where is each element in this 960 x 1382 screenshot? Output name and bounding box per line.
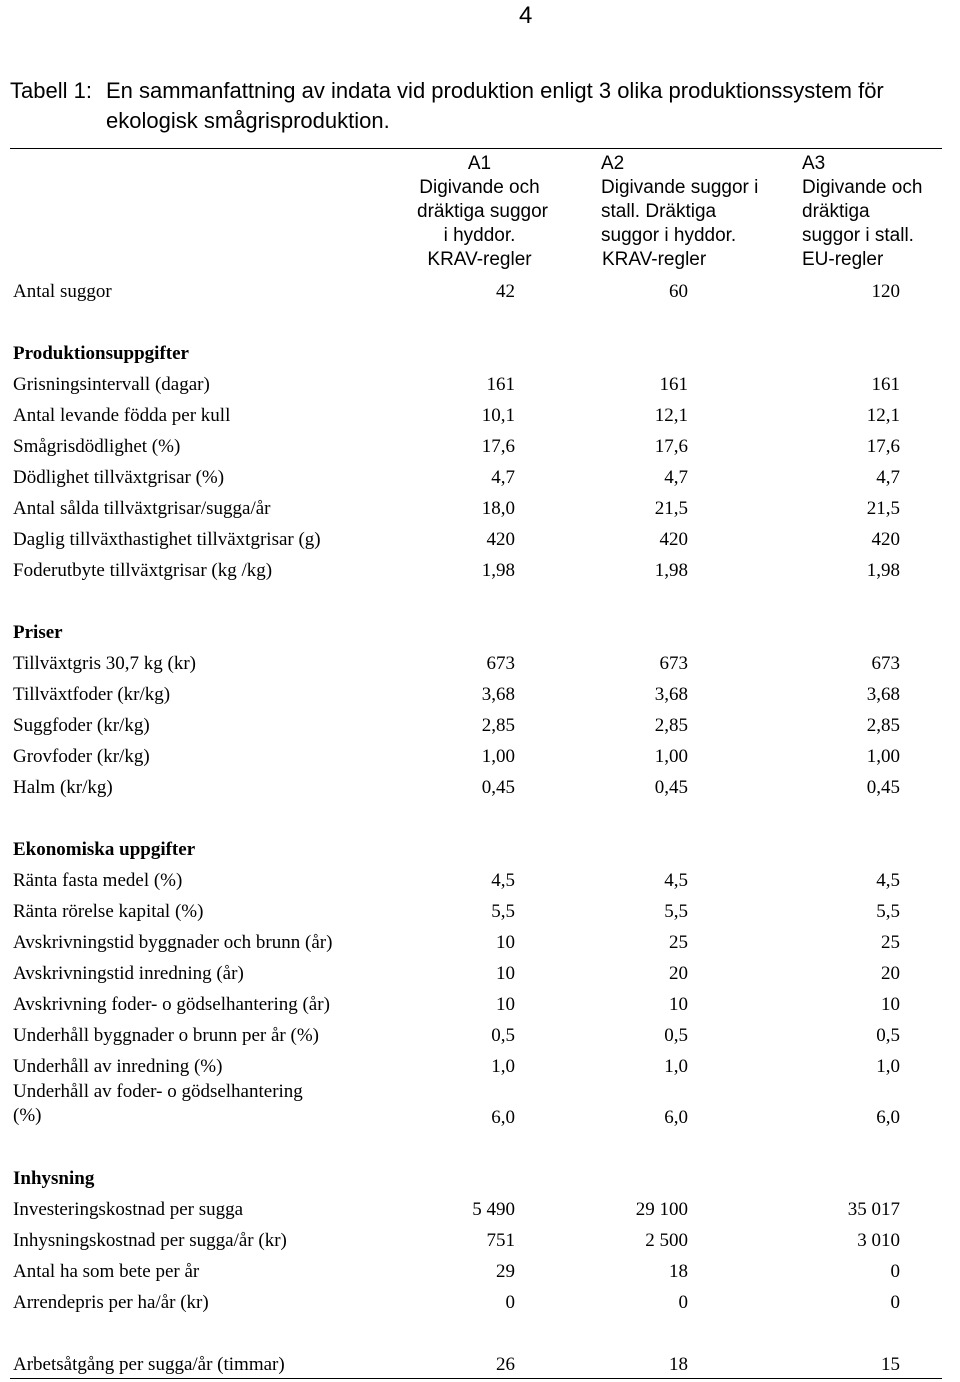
- cell-a2: 25: [669, 932, 688, 953]
- header-line: KRAV-regler: [427, 249, 532, 270]
- header-line: Digivande och: [802, 177, 923, 198]
- section-heading: Produktionsuppgifter: [13, 343, 189, 364]
- column-header-a1: [417, 152, 548, 272]
- row-label: Underhåll byggnader o brunn per år (%): [13, 1025, 319, 1046]
- cell-a1: 17,6: [481, 436, 515, 457]
- header-line: dräktiga: [802, 201, 870, 222]
- cell-a1: 673: [486, 653, 515, 674]
- cell-a2: 2 500: [645, 1230, 688, 1251]
- row-label: Daglig tillväxthastighet tillväxtgrisar (g): [13, 529, 321, 550]
- cell-a2: 29 100: [635, 1199, 688, 1220]
- caption-label: Tabell 1:: [10, 78, 92, 103]
- table-row: [0, 433, 960, 461]
- cell-a2: 21,5: [654, 498, 688, 519]
- cell-a2: 0: [678, 1292, 688, 1313]
- cell-a3: 4,7: [876, 467, 900, 488]
- page-number: 4: [519, 2, 533, 29]
- cell-a3: 25: [881, 932, 900, 953]
- section-heading-row: [0, 619, 960, 647]
- header-line: suggor i stall.: [802, 225, 914, 246]
- cell-a1: 5,5: [491, 901, 515, 922]
- table-row: [0, 960, 960, 988]
- cell-a2: 673: [659, 653, 688, 674]
- table-row: [0, 929, 960, 957]
- row-label: [13, 1080, 303, 1128]
- table-row: [0, 278, 960, 306]
- header-line: Digivande och: [419, 177, 540, 198]
- cell-a2: 10: [669, 994, 688, 1015]
- table-top-rule: [10, 148, 942, 149]
- cell-a1: 1,00: [481, 746, 515, 767]
- cell-a2: 12,1: [654, 405, 688, 426]
- cell-a3: 120: [871, 281, 900, 302]
- row-label: Arbetsåtgång per sugga/år (timmar): [13, 1354, 285, 1375]
- header-line: A2: [601, 153, 625, 174]
- cell-a1: 3,68: [481, 684, 515, 705]
- cell-a3: 21,5: [866, 498, 900, 519]
- table-row: [0, 1053, 960, 1081]
- row-label: Grovfoder (kr/kg): [13, 746, 150, 767]
- cell-a2: 18: [669, 1261, 688, 1282]
- cell-a3: 1,0: [876, 1056, 900, 1077]
- cell-a3: 2,85: [866, 715, 900, 736]
- table-row: [0, 526, 960, 554]
- cell-a1: 1,0: [491, 1056, 515, 1077]
- cell-a3: 1,98: [866, 560, 900, 581]
- table-row: [0, 1227, 960, 1255]
- cell-a1: 2,85: [481, 715, 515, 736]
- row-label: Antal sålda tillväxtgrisar/sugga/år: [13, 498, 271, 519]
- row-label: Foderutbyte tillväxtgrisar (kg /kg): [13, 560, 273, 581]
- cell-a1: 42: [496, 281, 515, 302]
- row-label-line: (%): [13, 1105, 42, 1126]
- cell-a1: 6,0: [491, 1107, 515, 1128]
- cell-a2: 60: [669, 281, 688, 302]
- table-row: [0, 650, 960, 678]
- table-row: [0, 867, 960, 895]
- cell-a2: 4,5: [664, 870, 688, 891]
- row-label: Grisningsintervall (dagar): [13, 374, 210, 395]
- cell-a1: 10,1: [481, 405, 515, 426]
- row-label: Avskrivning foder- o gödselhantering (år): [13, 994, 330, 1015]
- header-line: Digivande suggor i: [601, 177, 759, 198]
- table-row: [0, 1196, 960, 1224]
- caption-text: En sammanfattning av indata vid produktion enligt 3 olika produktionssystem för ekologisk smågrisproduktion.: [106, 78, 884, 133]
- table-row: [0, 1022, 960, 1050]
- cell-a2: 4,7: [664, 467, 688, 488]
- cell-a3: 1,00: [866, 746, 900, 767]
- table-row: [0, 1080, 960, 1128]
- section-heading: Priser: [13, 622, 63, 643]
- row-label: Avskrivningstid byggnader och brunn (år): [13, 932, 333, 953]
- cell-a2: 161: [659, 374, 688, 395]
- row-label: Tillväxtgris 30,7 kg (kr): [13, 653, 196, 674]
- cell-a3: 0,45: [866, 777, 900, 798]
- cell-a3: 12,1: [866, 405, 900, 426]
- row-label: Halm (kr/kg): [13, 777, 113, 798]
- column-header-a2: [601, 152, 758, 272]
- cell-a2: 420: [659, 529, 688, 550]
- cell-a1: 161: [486, 374, 515, 395]
- table-row: [0, 464, 960, 492]
- cell-a3: 0: [890, 1292, 900, 1313]
- table-row: [0, 743, 960, 771]
- header-line: A3: [802, 153, 826, 174]
- cell-a2: 0,5: [664, 1025, 688, 1046]
- column-header-a3: [802, 152, 922, 272]
- section-heading-row: [0, 836, 960, 864]
- row-label: Inhysningskostnad per sugga/år (kr): [13, 1230, 287, 1251]
- cell-a1: 5 490: [472, 1199, 515, 1220]
- cell-a1: 4,5: [491, 870, 515, 891]
- cell-a3: 161: [871, 374, 900, 395]
- section-heading-row: [0, 1165, 960, 1193]
- table-row: [0, 1258, 960, 1286]
- section-heading: Ekonomiska uppgifter: [13, 839, 196, 860]
- cell-a2: 3,68: [654, 684, 688, 705]
- header-line: EU-regler: [802, 249, 884, 270]
- cell-a2: 5,5: [664, 901, 688, 922]
- cell-a3: 5,5: [876, 901, 900, 922]
- row-label: Underhåll av inredning (%): [13, 1056, 223, 1077]
- header-line: A1: [467, 153, 492, 174]
- section-heading-row: [0, 340, 960, 368]
- cell-a1: 29: [496, 1261, 515, 1282]
- cell-a1: 751: [486, 1230, 515, 1251]
- row-label: Smågrisdödlighet (%): [13, 436, 181, 457]
- row-label: Antal ha som bete per år: [13, 1261, 200, 1282]
- cell-a3: 20: [881, 963, 900, 984]
- table-row: [0, 1351, 960, 1379]
- cell-a2: 2,85: [654, 715, 688, 736]
- cell-a1: 420: [486, 529, 515, 550]
- table-row: [0, 712, 960, 740]
- header-line: KRAV-regler: [602, 249, 707, 270]
- cell-a3: 35 017: [847, 1199, 900, 1220]
- header-line: suggor i hyddor.: [601, 225, 737, 246]
- table-row: [0, 402, 960, 430]
- table-bottom-rule: [10, 1378, 942, 1379]
- table-row: [0, 557, 960, 585]
- row-label: Ränta fasta medel (%): [13, 870, 183, 891]
- row-label: Arrendepris per ha/år (kr): [13, 1292, 209, 1313]
- cell-a3: 3,68: [866, 684, 900, 705]
- cell-a1: 4,7: [491, 467, 515, 488]
- cell-a2: 1,0: [664, 1056, 688, 1077]
- row-label-line: Underhåll av foder- o gödselhantering: [13, 1081, 303, 1102]
- row-label: Antal levande födda per kull: [13, 405, 231, 426]
- table-row: [0, 991, 960, 1019]
- cell-a3: 0: [890, 1261, 900, 1282]
- table-row: [0, 898, 960, 926]
- table-row: [0, 681, 960, 709]
- cell-a2: 17,6: [654, 436, 688, 457]
- header-line: i hyddor.: [443, 225, 516, 246]
- row-label: Antal suggor: [13, 281, 112, 302]
- cell-a3: 15: [881, 1354, 900, 1375]
- row-label: Ränta rörelse kapital (%): [13, 901, 204, 922]
- cell-a3: 0,5: [876, 1025, 900, 1046]
- cell-a3: 3 010: [857, 1230, 900, 1251]
- cell-a2: 20: [669, 963, 688, 984]
- cell-a1: 10: [496, 963, 515, 984]
- cell-a3: 17,6: [866, 436, 900, 457]
- table-row: [0, 371, 960, 399]
- cell-a1: 0,5: [491, 1025, 515, 1046]
- row-label: Tillväxtfoder (kr/kg): [13, 684, 171, 705]
- cell-a3: 10: [881, 994, 900, 1015]
- header-line: stall. Dräktiga: [601, 201, 717, 222]
- cell-a1: 18,0: [481, 498, 515, 519]
- cell-a2: 18: [669, 1354, 688, 1375]
- cell-a3: 420: [871, 529, 900, 550]
- cell-a1: 10: [496, 994, 515, 1015]
- row-label: Dödlighet tillväxtgrisar (%): [13, 467, 225, 488]
- cell-a2: 0,45: [654, 777, 688, 798]
- table-row: [0, 495, 960, 523]
- cell-a1: 26: [496, 1354, 515, 1375]
- cell-a1: 1,98: [481, 560, 515, 581]
- row-label: Avskrivningstid inredning (år): [13, 963, 244, 984]
- cell-a3: 4,5: [876, 870, 900, 891]
- row-label: Investeringskostnad per sugga: [13, 1199, 244, 1220]
- cell-a2: 6,0: [664, 1107, 688, 1128]
- row-label: Suggfoder (kr/kg): [13, 715, 150, 736]
- section-heading: Inhysning: [13, 1168, 95, 1189]
- cell-a1: 0: [505, 1292, 515, 1313]
- cell-a3: 6,0: [876, 1107, 900, 1128]
- cell-a1: 0,45: [481, 777, 515, 798]
- cell-a2: 1,98: [654, 560, 688, 581]
- cell-a3: 673: [871, 653, 900, 674]
- header-line: dräktiga suggor: [417, 201, 548, 222]
- cell-a1: 10: [496, 932, 515, 953]
- table-row: [0, 1289, 960, 1317]
- cell-a2: 1,00: [654, 746, 688, 767]
- table-row: [0, 774, 960, 802]
